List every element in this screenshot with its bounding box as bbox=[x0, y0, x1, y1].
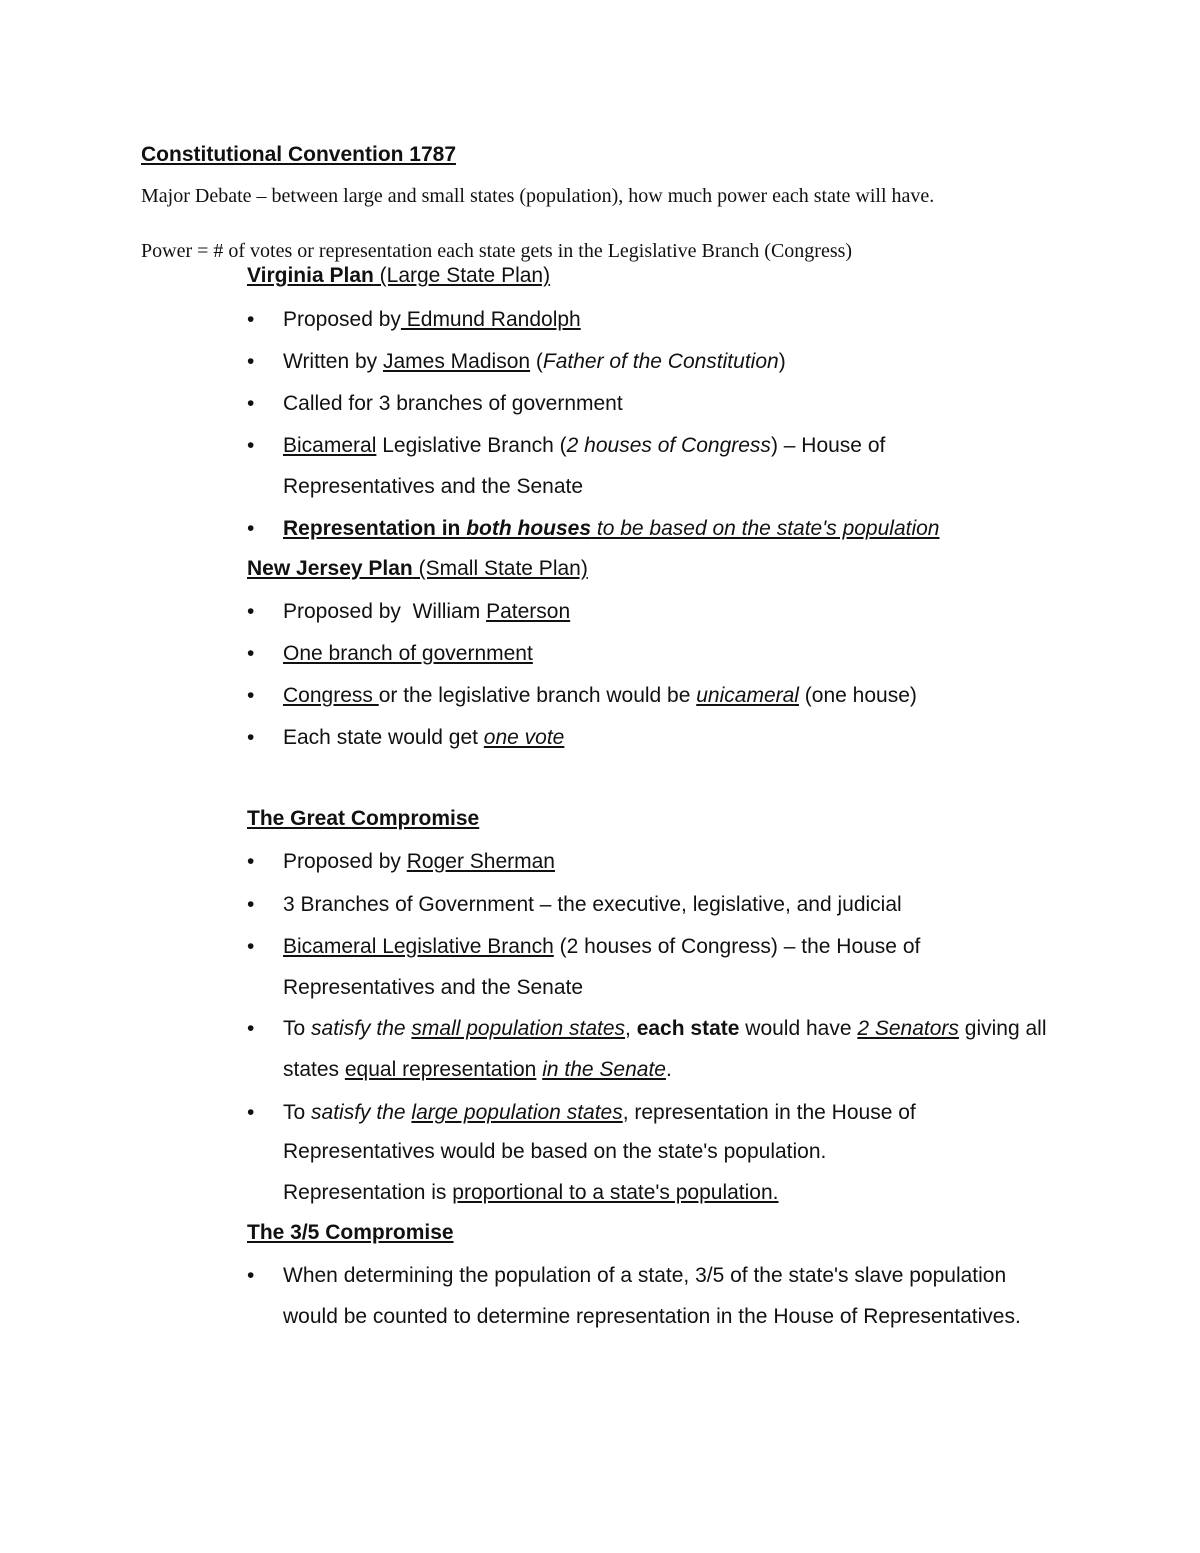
great-compromise-heading: The Great Compromise bbox=[247, 807, 480, 830]
list-item: • Proposed by William Paterson bbox=[247, 591, 1067, 632]
list-item: • Written by James Madison (Father of the Constitution) bbox=[247, 341, 1067, 382]
bullet: • bbox=[247, 642, 255, 665]
list-item: • Each state would get one vote bbox=[247, 717, 1067, 758]
bullet: • bbox=[247, 1264, 255, 1287]
list-item: • Bicameral Legislative Branch (2 houses of Congress) – House of Representatives and the Senate bbox=[247, 425, 1007, 507]
new-jersey-plan-title: New Jersey Plan bbox=[247, 557, 413, 580]
bullet: • bbox=[247, 1101, 255, 1124]
bullet: • bbox=[247, 850, 255, 873]
virginia-plan-heading bbox=[247, 264, 550, 288]
list-item: • When determining the population of a state, 3/5 of the state's slave population would be counted to determine representation in the House of Representatives. bbox=[247, 1255, 1047, 1337]
list-item: • 3 Branches of Government – the executive, legislative, and judicial bbox=[247, 884, 1067, 925]
bullet: • bbox=[247, 392, 255, 415]
virginia-plan-subtitle: (Large State Plan) bbox=[373, 264, 551, 287]
bullet: • bbox=[247, 517, 255, 540]
new-jersey-plan-heading bbox=[247, 557, 588, 581]
bullet: • bbox=[247, 935, 255, 958]
list-item: • Proposed by Edmund Randolph bbox=[247, 299, 1067, 340]
bullet: • bbox=[247, 600, 255, 623]
list-item: • To satisfy the large population states, representation in the House of bbox=[247, 1092, 1067, 1133]
list-item: • To satisfy the small population states, each state would have 2 Senators giving all states equal representation in the Senate. bbox=[247, 1008, 1057, 1090]
bullet: • bbox=[247, 434, 255, 457]
bullet: • bbox=[247, 684, 255, 707]
new-jersey-plan-subtitle: (Small State Plan) bbox=[412, 557, 588, 580]
bullet: • bbox=[247, 893, 255, 916]
three-fifths-compromise-heading: The 3/5 Compromise bbox=[247, 1221, 454, 1244]
page-title: Constitutional Convention 1787 bbox=[141, 143, 457, 166]
list-item: • One branch of government bbox=[247, 633, 1067, 674]
list-item-continuation: Representatives would be based on the state's population. bbox=[283, 1140, 827, 1163]
list-item: • Congress or the legislative branch would be unicameral (one house) bbox=[247, 675, 1067, 716]
bullet: • bbox=[247, 1017, 255, 1040]
virginia-plan-title: Virginia Plan bbox=[247, 264, 374, 287]
bullet: • bbox=[247, 308, 255, 331]
bullet: • bbox=[247, 726, 255, 749]
intro-paragraph: Major Debate – between large and small states (population), how much power each state will have. bbox=[141, 185, 935, 207]
bullet: • bbox=[247, 350, 255, 373]
list-item-continuation: Representation is proportional to a state's population. bbox=[283, 1181, 779, 1204]
list-item: • Bicameral Legislative Branch (2 houses of Congress) – the House of Representatives and the Senate bbox=[247, 926, 1027, 1008]
list-item: • Representation in both houses to be based on the state's population bbox=[247, 508, 1067, 549]
power-definition: Power = # of votes or representation each state gets in the Legislative Branch (Congress) bbox=[141, 240, 853, 262]
list-item: • Proposed by Roger Sherman bbox=[247, 841, 1067, 882]
list-item: • Called for 3 branches of government bbox=[247, 383, 1067, 424]
